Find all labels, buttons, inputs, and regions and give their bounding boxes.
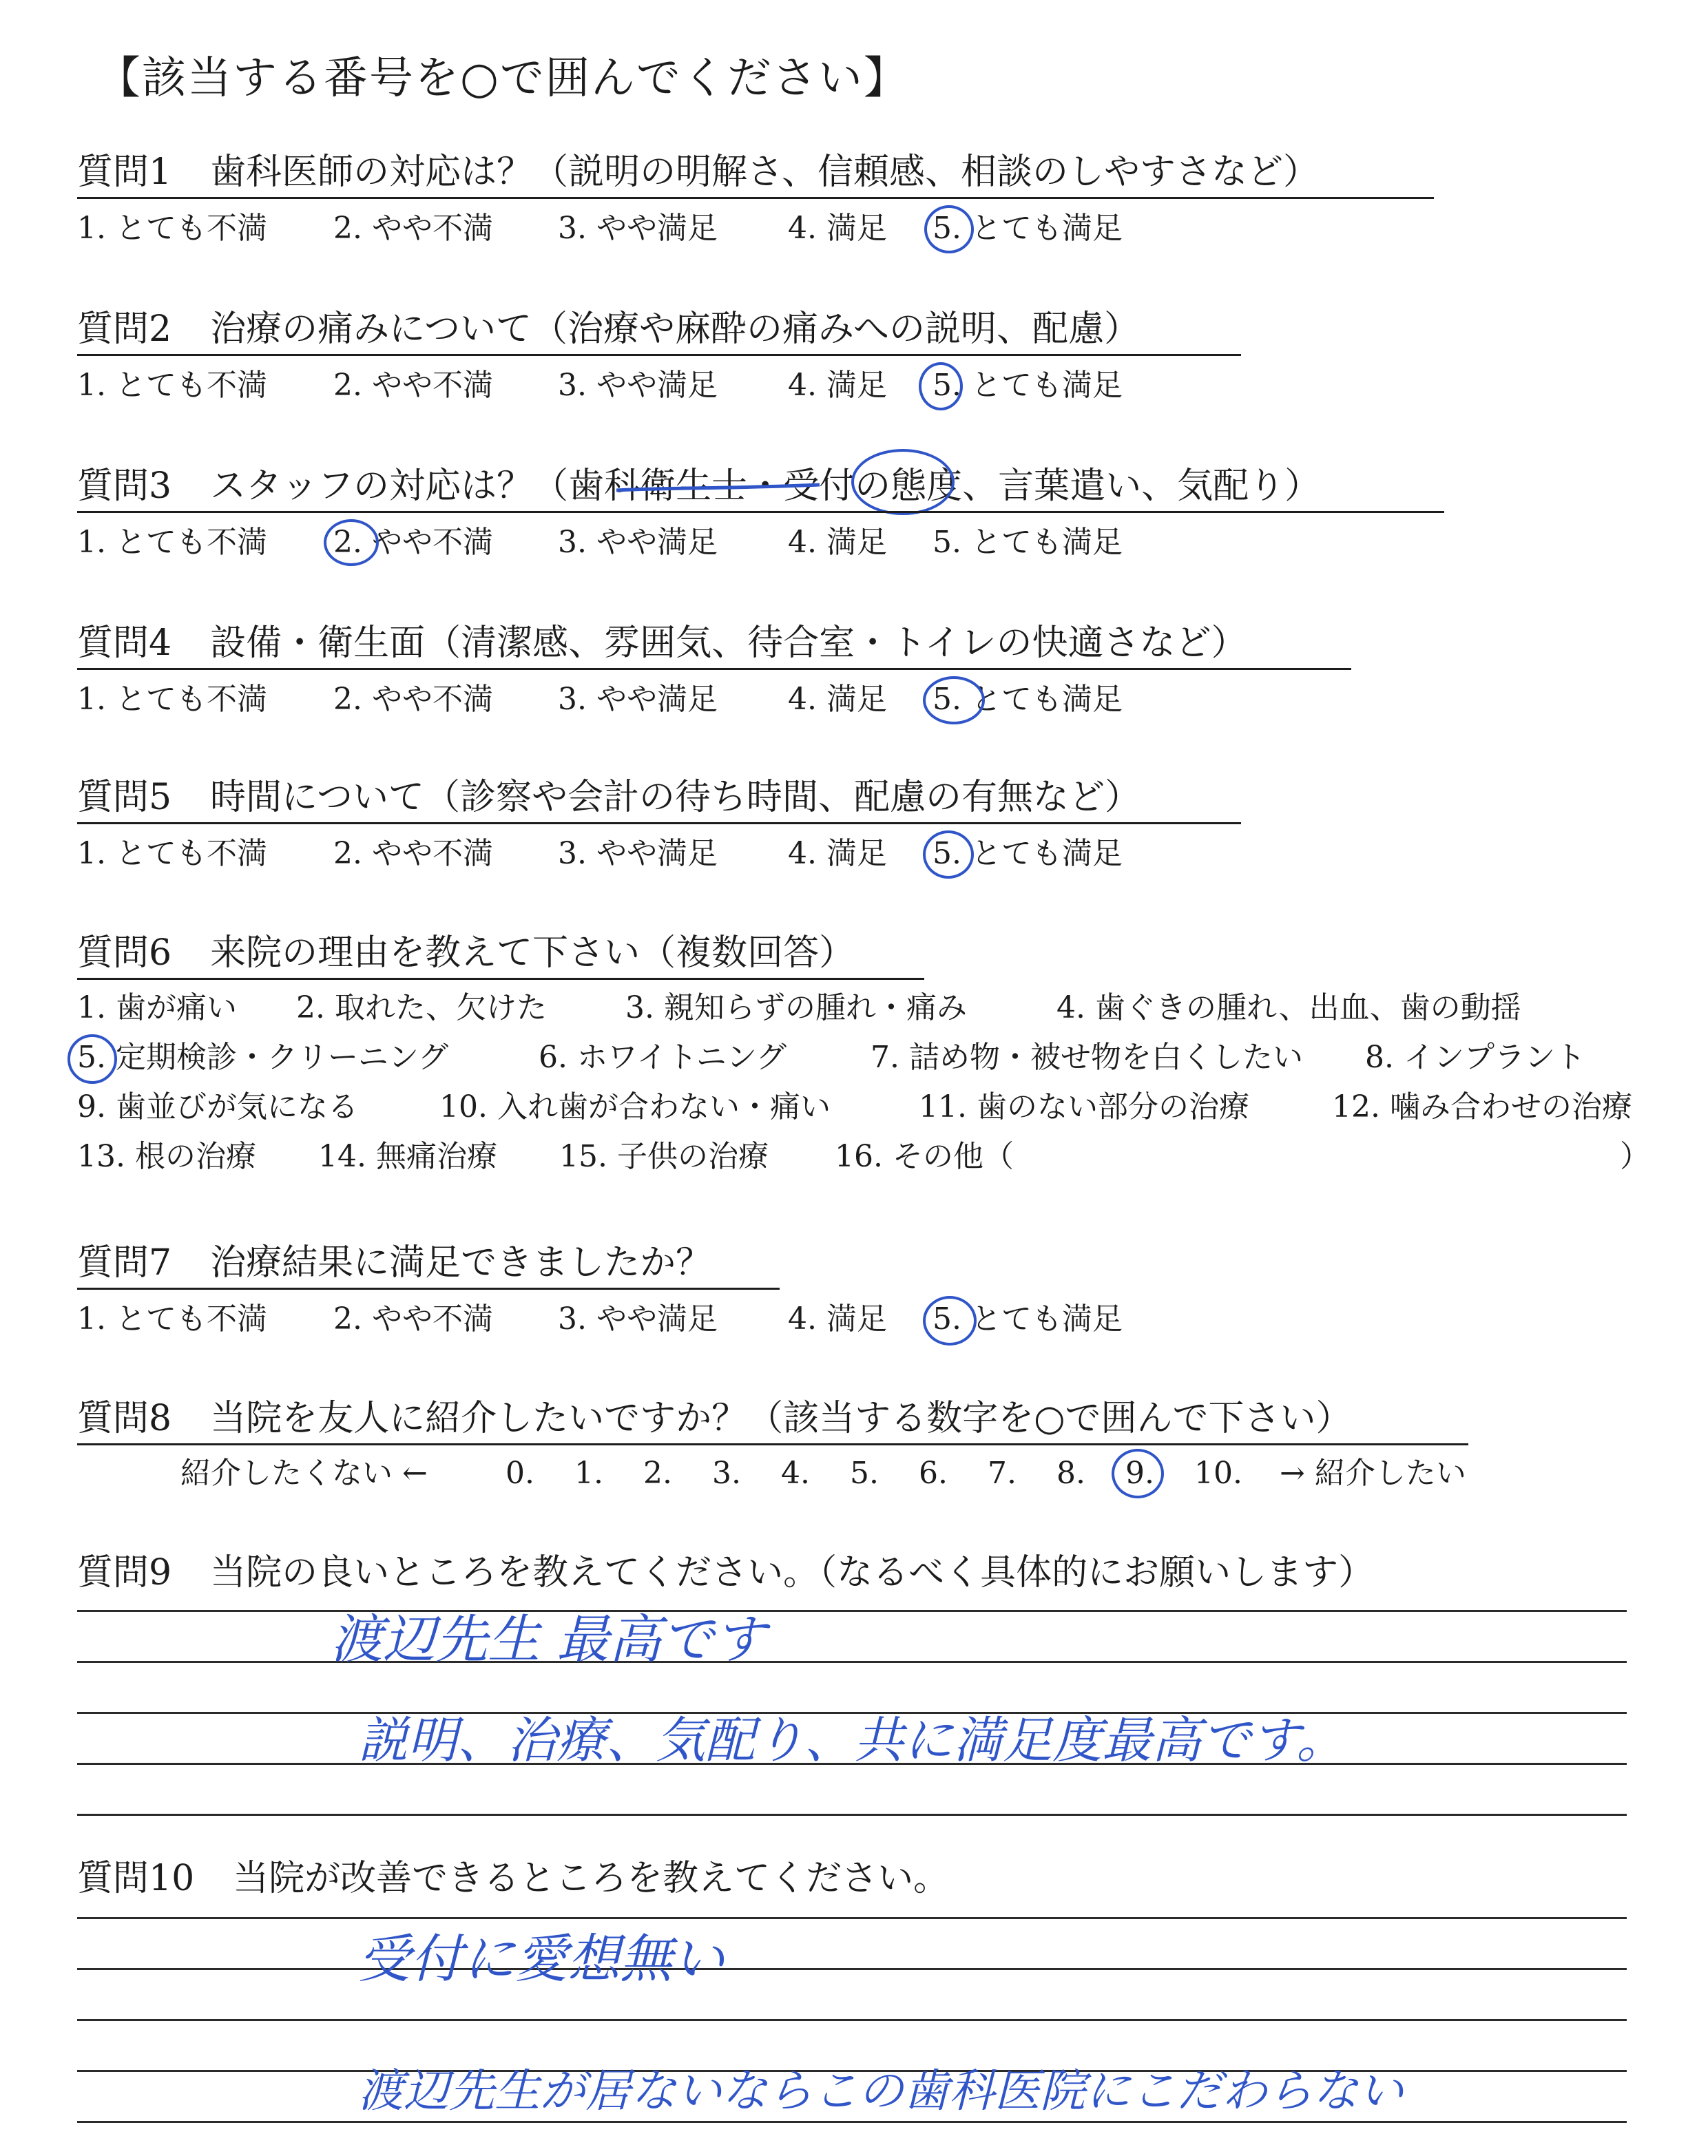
question-text: 当院の良いところを教えてください。（なるべく具体的にお願いします） [210, 1552, 1375, 1593]
option-1[interactable]: 1. とても不満 [77, 211, 267, 246]
question-7 [77, 1241, 711, 1285]
options-q6 [77, 989, 1661, 1195]
other-close-paren: ） [1620, 1139, 1650, 1174]
option-5[interactable]: 5. とても満足 [933, 1301, 1123, 1337]
option-3[interactable]: 3. やや満足 [558, 211, 718, 246]
nps-right-label: → 紹介したい [1280, 1456, 1466, 1491]
answer-line [77, 1917, 1627, 1919]
option-2[interactable]: 2. やや不満 [333, 682, 493, 717]
question-4 [77, 621, 1247, 665]
question-9 [77, 1551, 1374, 1595]
reason-7[interactable]: 7. 詰め物・被せ物を白くしたい [871, 1040, 1303, 1075]
option-5[interactable]: 5. とても満足 [933, 836, 1123, 871]
question-text: 時間について（診察や会計の待ち時間、配慮の有無など） [210, 777, 1141, 818]
question-6 [77, 931, 855, 975]
reason-11[interactable]: 11. 歯のない部分の治療 [919, 1089, 1249, 1124]
handwritten-answer: 説明、治療、気配り、共に満足度最高です。 [358, 1711, 1346, 1769]
nps-left-label: 紹介したくない ← [180, 1456, 428, 1491]
reason-4[interactable]: 4. 歯ぐきの腫れ、出血、歯の動揺 [1056, 990, 1521, 1025]
answer-circle [851, 449, 955, 515]
nps-0[interactable]: 0. [506, 1456, 534, 1491]
answer-circle [924, 205, 974, 253]
answer-line [77, 1814, 1627, 1816]
question-10 [77, 1856, 949, 1901]
question-text: ・受付の態度、言葉遣い、気配り） [747, 465, 1321, 507]
option-2[interactable]: 2. やや不満 [333, 1301, 493, 1337]
underline [77, 1288, 780, 1290]
nps-1[interactable]: 1. [574, 1456, 603, 1491]
option-4[interactable]: 4. 満足 [788, 836, 887, 871]
answer-line [77, 2019, 1627, 2021]
nps-6[interactable]: 6. [919, 1456, 948, 1491]
option-4[interactable]: 4. 満足 [788, 368, 887, 403]
answer-circle [923, 676, 985, 724]
underline [77, 511, 1444, 513]
option-2[interactable]: 2. やや不満 [333, 836, 493, 871]
question-8 [77, 1396, 1351, 1441]
reason-16[interactable]: 16. その他（ [835, 1139, 1014, 1174]
question-label: 質問9 [77, 1552, 172, 1593]
question-text: 治療結果に満足できましたか？ [210, 1242, 712, 1284]
reason-14[interactable]: 14. 無痛治療 [318, 1139, 497, 1174]
question-text: 設備・衛生面（清潔感、雰囲気、待合室・トイレの快適さなど） [210, 622, 1247, 664]
option-5[interactable]: 5. とても満足 [933, 525, 1123, 560]
question-label: 質問1 [77, 151, 172, 193]
option-4[interactable]: 4. 満足 [788, 211, 887, 246]
option-1[interactable]: 1. とても不満 [77, 836, 267, 871]
question-label: 質問10 [77, 1858, 195, 1899]
nps-8[interactable]: 8. [1056, 1456, 1085, 1491]
underline [77, 354, 1241, 356]
reason-2[interactable]: 2. 取れた、欠けた [296, 990, 547, 1025]
reason-12[interactable]: 12. 噛み合わせの治療 [1332, 1089, 1632, 1124]
option-2[interactable]: 2. やや不満 [333, 525, 493, 560]
handwritten-answer: 受付に愛想無い [358, 1928, 725, 1989]
underline [77, 1443, 1468, 1445]
question-label: 質問7 [77, 1242, 172, 1284]
answer-circle [1112, 1449, 1164, 1498]
answer-circle [67, 1034, 117, 1084]
form-title: 【該当する番号を○で囲んでください】 [96, 53, 909, 104]
nps-4[interactable]: 4. [781, 1456, 810, 1491]
option-5[interactable]: 5. とても満足 [933, 211, 1123, 246]
underline [77, 978, 924, 980]
nps-9[interactable]: 9. [1125, 1456, 1154, 1491]
option-4[interactable]: 4. 満足 [788, 682, 887, 717]
nps-3[interactable]: 3. [712, 1456, 741, 1491]
reason-15[interactable]: 15. 子供の治療 [559, 1139, 769, 1174]
reason-8[interactable]: 8. インプラント [1365, 1040, 1585, 1075]
question-text: スタッフの対応は？（ [210, 465, 569, 507]
struck-text: 歯科衛生士 [568, 465, 748, 507]
underline [77, 197, 1434, 199]
reason-9[interactable]: 9. 歯並びが気になる [77, 1089, 358, 1124]
question-label: 質問6 [77, 932, 172, 974]
answer-line [77, 1610, 1627, 1612]
reason-5[interactable]: 5. 定期検診・クリーニング [77, 1040, 449, 1075]
reason-6[interactable]: 6. ホワイトニング [539, 1040, 787, 1075]
option-2[interactable]: 2. やや不満 [333, 211, 493, 246]
pen-strikethrough [613, 475, 833, 503]
option-3[interactable]: 3. やや満足 [558, 525, 718, 560]
nps-7[interactable]: 7. [988, 1456, 1017, 1491]
option-5[interactable]: 5. とても満足 [933, 682, 1123, 717]
option-3[interactable]: 3. やや満足 [558, 368, 718, 403]
option-3[interactable]: 3. やや満足 [558, 682, 718, 717]
option-2[interactable]: 2. やや不満 [333, 368, 493, 403]
answer-line [77, 1661, 1627, 1663]
reason-13[interactable]: 13. 根の治療 [77, 1139, 256, 1174]
answer-line [77, 1968, 1627, 1970]
question-2 [77, 307, 1140, 351]
question-label: 質問3 [77, 465, 172, 507]
question-label: 質問8 [77, 1398, 172, 1439]
option-1[interactable]: 1. とても不満 [77, 1301, 267, 1337]
option-4[interactable]: 4. 満足 [788, 525, 887, 560]
option-3[interactable]: 3. やや満足 [558, 836, 718, 871]
question-text: 来院の理由を教えて下さい（複数回答） [210, 932, 855, 974]
option-5[interactable]: 5. とても満足 [933, 368, 1123, 403]
question-1 [77, 150, 1319, 194]
answer-circle [324, 519, 379, 566]
nps-10[interactable]: 10. [1194, 1456, 1242, 1491]
reason-1[interactable]: 1. 歯が痛い [77, 990, 237, 1025]
option-4[interactable]: 4. 満足 [788, 1301, 887, 1337]
answer-circle [923, 830, 974, 879]
nps-2[interactable]: 2. [643, 1456, 672, 1491]
option-1[interactable]: 1. とても不満 [77, 682, 267, 717]
answer-circle [919, 362, 963, 410]
underline [77, 668, 1351, 670]
option-1[interactable]: 1. とても不満 [77, 525, 267, 560]
option-3[interactable]: 3. やや満足 [558, 1301, 718, 1337]
question-text: 歯科医師の対応は？（説明の明解さ、信頼感、相談のしやすさなど） [210, 151, 1320, 193]
option-1[interactable]: 1. とても不満 [77, 368, 267, 403]
question-text: 当院を友人に紹介したいですか？（該当する数字を○で囲んで下さい） [210, 1398, 1352, 1439]
handwritten-answer: 渡辺先生が居ないならこの歯科医院にこだわらない [358, 2064, 1404, 2117]
reason-3[interactable]: 3. 親知らずの腫れ・痛み [625, 990, 967, 1025]
nps-scale [180, 1454, 1558, 1496]
question-label: 質問4 [77, 622, 172, 664]
reason-10[interactable]: 10. 入れ歯が合わない・痛い [439, 1089, 831, 1124]
underline [77, 822, 1241, 824]
question-label: 質問5 [77, 777, 172, 818]
question-label: 質問2 [77, 308, 172, 350]
question-text: 当院が改善できるところを教えてください。 [233, 1858, 950, 1899]
handwritten-answer: 渡辺先生 最高です [331, 1609, 767, 1670]
nps-5[interactable]: 5. [850, 1456, 879, 1491]
question-text: 治療の痛みについて（治療や麻酔の痛みへの説明、配慮） [210, 308, 1141, 350]
answer-circle [923, 1296, 977, 1346]
question-5 [77, 775, 1141, 819]
